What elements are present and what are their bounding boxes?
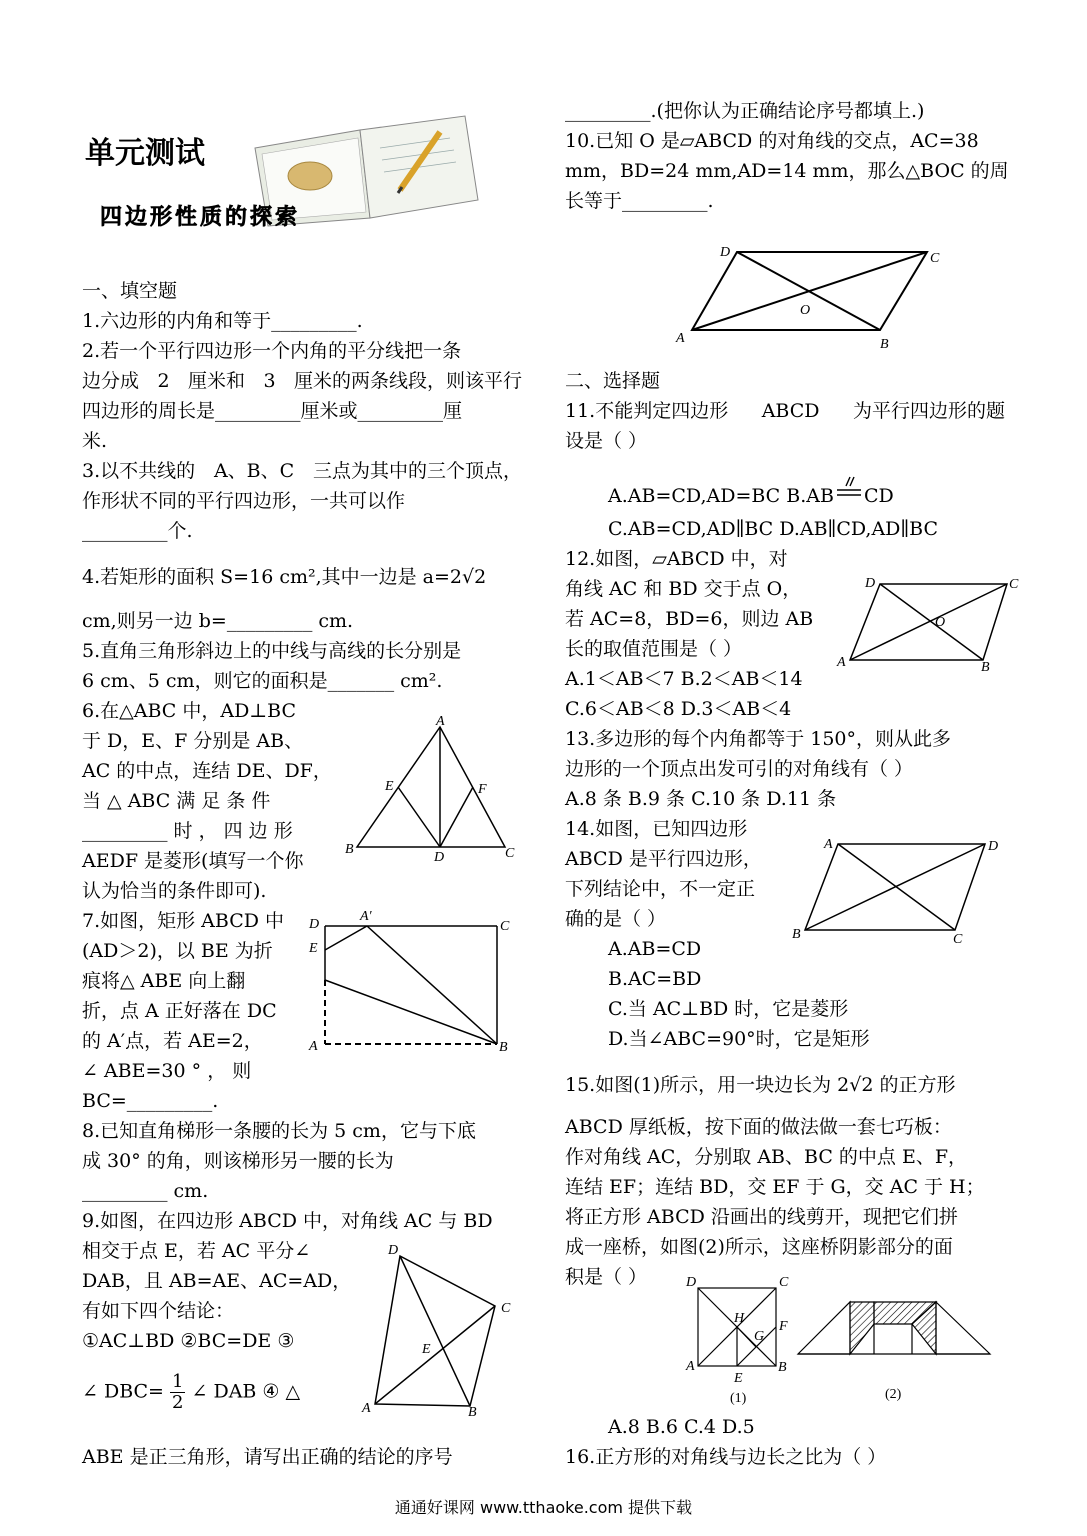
- fig7-label-a-prime: A′: [360, 909, 372, 924]
- fig7-label-c: C: [500, 919, 510, 934]
- question-9-answer-line: _________.(把你认为正确结论序号都填上.): [565, 100, 925, 122]
- fig15-label-a: A: [686, 1359, 695, 1374]
- question-15-line-2: ABCD 厚纸板，按下面的做法做一套七巧板：: [565, 1116, 952, 1138]
- question-7-line-5: 的 A′点，若 AE=2，: [82, 1030, 263, 1052]
- figure-q12-parallelogram: [835, 572, 1025, 675]
- question-2-line-3: 四边形的周长是_________厘米或_________厘: [82, 400, 463, 422]
- question-6-line-4: 当 △ ABC 满 足 条 件: [82, 790, 271, 812]
- question-9-angle-dab: ∠ DAB ④ △: [191, 1380, 301, 1403]
- figure-q7-rectangle: [305, 910, 520, 1055]
- figure-q9-quadrilateral: [360, 1238, 525, 1418]
- question-15-options: A.8 B.6 C.4 D.5: [608, 1416, 755, 1438]
- fig15-caption-1: (1): [730, 1391, 747, 1406]
- fig6-label-e: E: [385, 779, 394, 794]
- question-9-line-6: [82, 1372, 300, 1413]
- parallel-equal-symbol: [834, 476, 864, 503]
- section-multiple-choice-heading: 二、选择题: [565, 370, 661, 392]
- question-2-line-2: 边分成 2 厘米和 3 厘米的两条线段，则该平行: [82, 370, 522, 392]
- figure-q14-parallelogram: [790, 830, 1010, 950]
- question-13-line-2: 边形的一个顶点出发可引的对角线有（ ）: [565, 758, 914, 780]
- fig10-label-o: O: [800, 303, 811, 318]
- question-15-line-1: 15.如图(1)所示，用一块边长为 2√2 的正方形: [565, 1074, 956, 1096]
- question-10-line-1: 10.已知 O 是▱ABCD 的对角线的交点，AC=38: [565, 130, 979, 152]
- fig14-label-a: A: [824, 837, 833, 852]
- question-15-line-6: 成一座桥，如图(2)所示，这座桥阴影部分的面: [565, 1236, 953, 1258]
- question-12-line-2: 角线 AC 和 BD 交于点 O，: [565, 578, 802, 600]
- fig15-label-g: G: [754, 1329, 765, 1344]
- question-7-line-2: (AD＞2)，以 BE 为折: [82, 940, 273, 962]
- fig12-label-b: B: [981, 660, 990, 675]
- fig6-label-d: D: [434, 850, 445, 865]
- fig7-label-a: A: [309, 1039, 318, 1054]
- question-1: 1.六边形的内角和等于_________.: [82, 310, 363, 332]
- fig12-label-o: O: [935, 615, 946, 630]
- question-9-line-5: ①AC⊥BD ②BC=DE ③: [82, 1330, 295, 1352]
- fraction-numerator: 1: [172, 1371, 184, 1392]
- section-fill-blank-heading: 一、填空题: [82, 280, 178, 302]
- question-9-line-7: ABE 是正三角形，请写出正确的结论的序号: [82, 1446, 453, 1468]
- fig9-label-a: A: [362, 1401, 371, 1416]
- question-2-line-4: 米.: [82, 430, 108, 452]
- question-12-line-1: 12.如图，▱ABCD 中，对: [565, 548, 788, 570]
- fig7-label-e: E: [309, 941, 318, 956]
- fig10-label-c: C: [930, 251, 940, 266]
- question-14-line-3: 下列结论中，不一定正: [565, 878, 756, 900]
- figure-q15-tangram: [680, 1272, 1000, 1407]
- question-8-line-1: 8.已知直角梯形一条腰的长为 5 cm，它与下底: [82, 1120, 476, 1142]
- fig15-label-f: F: [779, 1319, 788, 1334]
- question-14-line-1: 14.如图，已知四边形: [565, 818, 748, 840]
- fig14-label-c: C: [953, 932, 963, 947]
- question-9-line-3: DAB，且 AB=AE、AC=AD，: [82, 1270, 352, 1292]
- question-8-line-3: _________ cm.: [82, 1180, 209, 1202]
- question-5-line-1: 5.直角三角形斜边上的中线与高线的长分别是: [82, 640, 462, 662]
- question-14-option-a: A.AB=CD: [608, 938, 702, 960]
- question-14-option-d: D.当∠ABC=90°时，它是矩形: [608, 1028, 870, 1050]
- question-6-line-5: _________ 时 ， 四 边 形: [82, 820, 293, 842]
- fig15-label-b: B: [778, 1360, 787, 1375]
- question-7-line-6: ∠ ABE=30 ° ， 则: [82, 1060, 252, 1082]
- fig9-label-d: D: [388, 1243, 399, 1258]
- fig10-label-b: B: [880, 337, 889, 352]
- question-12-options-cd: C.6＜AB＜8 D.3＜AB＜4: [565, 698, 792, 720]
- question-7-line-4: 折，点 A 正好落在 DC: [82, 1000, 277, 1022]
- question-6-line-7: 认为恰当的条件即可).: [82, 880, 267, 902]
- fig15-caption-2: (2): [885, 1387, 902, 1402]
- page-subtitle: 四边形性质的探索: [100, 205, 301, 230]
- fig6-label-b: B: [345, 842, 354, 857]
- fig7-label-b: B: [499, 1040, 508, 1055]
- question-10-line-3: 长等于_________.: [565, 190, 714, 212]
- question-7-line-3: 痕将△ ABE 向上翻: [82, 970, 246, 992]
- question-15-line-3: 作对角线 AC，分别取 AB、BC 的中点 E、F，: [565, 1146, 968, 1168]
- question-6-line-3: AC 的中点，连结 DE、DF，: [82, 760, 332, 782]
- figure-q10-parallelogram: [672, 238, 952, 353]
- fig6-label-f: F: [478, 782, 487, 797]
- question-11-line-1: 11.不能判定四边形 ABCD 为平行四边形的题: [565, 400, 1005, 422]
- fig12-label-a: A: [837, 655, 846, 670]
- fig12-label-c: C: [1009, 577, 1019, 592]
- question-16: 16.正方形的对角线与边长之比为（ ）: [565, 1446, 887, 1468]
- question-13-line-1: 13.多边形的每个内角都等于 150°，则从此多: [565, 728, 952, 750]
- question-9-line-2: 相交于点 E，若 AC 平分∠: [82, 1240, 311, 1262]
- question-14-line-4: 确的是（ ）: [565, 908, 667, 930]
- question-9-line-1: 9.如图，在四边形 ABCD 中，对角线 AC 与 BD: [82, 1210, 493, 1232]
- question-4-line-1: 4.若矩形的面积 S=16 cm²,其中一边是 a=2√2: [82, 566, 487, 588]
- fraction-denominator: 2: [172, 1392, 184, 1413]
- question-6-line-6: AEDF 是菱形(填写一个你: [82, 850, 304, 872]
- figure-q6-triangle: [345, 714, 520, 865]
- fig7-label-d: D: [309, 917, 320, 932]
- fig9-label-e: E: [422, 1342, 431, 1357]
- page-footer: 通通好课网 www.tthaoke.com 提供下载: [394, 1498, 693, 1517]
- question-9-line-4: 有如下四个结论：: [82, 1300, 235, 1322]
- question-3-line-1: 3.以不共线的 A、B、C 三点为其中的三个顶点，: [82, 460, 522, 482]
- fig9-label-c: C: [501, 1301, 511, 1316]
- fraction-one-half: [170, 1372, 185, 1413]
- question-11-option-b-cd: CD: [863, 485, 894, 507]
- question-11-options-cd: C.AB=CD,AD∥BC D.AB∥CD,AD∥BC: [608, 518, 939, 540]
- fig9-label-b: B: [468, 1405, 477, 1420]
- question-11-line-2: 设是（ ）: [565, 430, 648, 452]
- fig12-label-d: D: [865, 576, 876, 591]
- question-15-line-4: 连结 EF；连结 BD，交 EF 于 G，交 AC 于 H；: [565, 1176, 985, 1198]
- question-2-line-1: 2.若一个平行四边形一个内角的平分线把一条: [82, 340, 462, 362]
- fig15-label-d: D: [686, 1275, 697, 1290]
- question-14-line-2: ABCD 是平行四边形，: [565, 848, 762, 870]
- fig6-label-c: C: [505, 846, 515, 861]
- fig15-label-h: H: [734, 1311, 745, 1326]
- question-3-line-2: 作形状不同的平行四边形，一共可以作: [82, 490, 406, 512]
- question-8-line-2: 成 30° 的角，则该梯形另一腰的长为: [82, 1150, 394, 1172]
- question-11-option-a-b: A.AB=CD,AD=BC B.AB: [608, 485, 834, 507]
- fig6-label-a: A: [436, 714, 445, 729]
- question-12-line-3: 若 AC=8，BD=6，则边 AB: [565, 608, 814, 630]
- question-7-line-1: 7.如图，矩形 ABCD 中: [82, 910, 285, 932]
- question-10-line-2: mm，BD=24 mm,AD=14 mm，那么△BOC 的周: [565, 160, 1009, 182]
- question-12-line-4: 长的取值范围是（ ）: [565, 638, 743, 660]
- question-6-line-2: 于 D，E、F 分别是 AB、: [82, 730, 304, 752]
- question-5-line-2: 6 cm、5 cm，则它的面积是_______ cm².: [82, 670, 443, 692]
- question-15-line-5: 将正方形 ABCD 沿画出的线剪开，现把它们拼: [565, 1206, 958, 1228]
- fig14-label-b: B: [792, 927, 801, 942]
- question-14-option-c: C.当 AC⊥BD 时，它是菱形: [608, 998, 849, 1020]
- question-11-options-ab: [608, 480, 894, 507]
- fig15-label-e: E: [734, 1371, 743, 1386]
- question-12-options-ab: A.1＜AB＜7 B.2＜AB＜14: [565, 668, 803, 690]
- fig10-label-a: A: [676, 331, 685, 346]
- page-title: 单元测试: [85, 136, 205, 171]
- question-13-options: A.8 条 B.9 条 C.10 条 D.11 条: [565, 788, 837, 810]
- question-6-line-1: 6.在△ABC 中，AD⊥BC: [82, 700, 297, 722]
- fig15-label-c: C: [779, 1275, 789, 1290]
- question-4-line-2: cm,则另一边 b=_________ cm.: [82, 610, 354, 632]
- question-15-line-7: 积是（ ）: [565, 1266, 648, 1288]
- question-14-option-b: B.AC=BD: [608, 968, 702, 990]
- fig14-label-d: D: [988, 839, 999, 854]
- fig10-label-d: D: [720, 245, 731, 260]
- question-3-line-3: _________个.: [82, 520, 193, 542]
- question-7-line-7: BC=_________.: [82, 1090, 219, 1112]
- question-9-angle-dbc: ∠ DBC=: [82, 1380, 164, 1403]
